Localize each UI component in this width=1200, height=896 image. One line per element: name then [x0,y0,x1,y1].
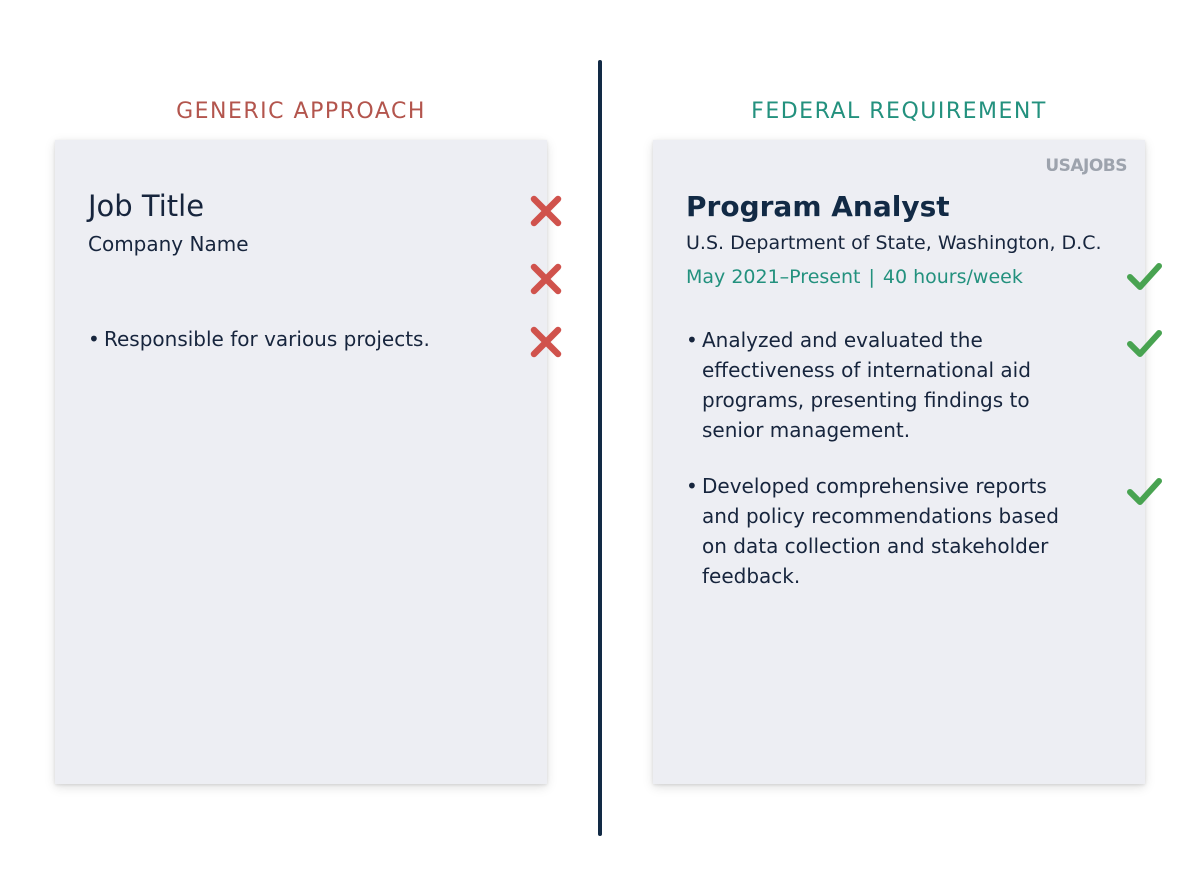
federal-bullet-item-2 [686,471,1086,591]
bullet-marker: • [88,327,100,351]
generic-bullet-item [88,327,430,351]
cross-mark-icon [528,324,564,360]
federal-department: U.S. Department of State, Washington, D.C. [686,232,1102,254]
federal-bullet-item-1 [686,325,1066,445]
generic-resume-card [55,140,547,784]
federal-requirement-heading: FEDERAL REQUIREMENT [751,99,1047,124]
generic-approach-heading: GENERIC APPROACH [176,99,426,124]
usajobs-logo: USAJOBS [1045,156,1127,176]
cross-mark-icon [528,193,564,229]
generic-job-title: Job Title [88,189,205,223]
check-mark-icon [1126,473,1162,509]
generic-bullet-text: Responsible for various projects. [104,327,430,351]
bullet-marker: • [686,474,698,498]
federal-hours: 40 hours/week [882,266,1023,288]
federal-bullet-text-1: Analyzed and evaluated the effectiveness of international aid programs, presenting findings to senior management. [702,328,1031,442]
federal-dates: May 2021–Present [686,266,861,288]
center-divider [598,60,602,836]
federal-dates-hours [686,266,1023,288]
federal-bullet-text-2: Developed comprehensive reports and policy recommendations based on data collection and stakeholder feedback. [702,474,1059,588]
check-mark-icon [1126,258,1162,294]
bullet-marker: • [686,328,698,352]
generic-company-name: Company Name [88,232,249,256]
cross-mark-icon [528,261,564,297]
check-mark-icon [1126,325,1162,361]
dates-separator: | [868,266,875,288]
federal-resume-card [653,140,1145,784]
federal-job-title: Program Analyst [686,190,950,223]
